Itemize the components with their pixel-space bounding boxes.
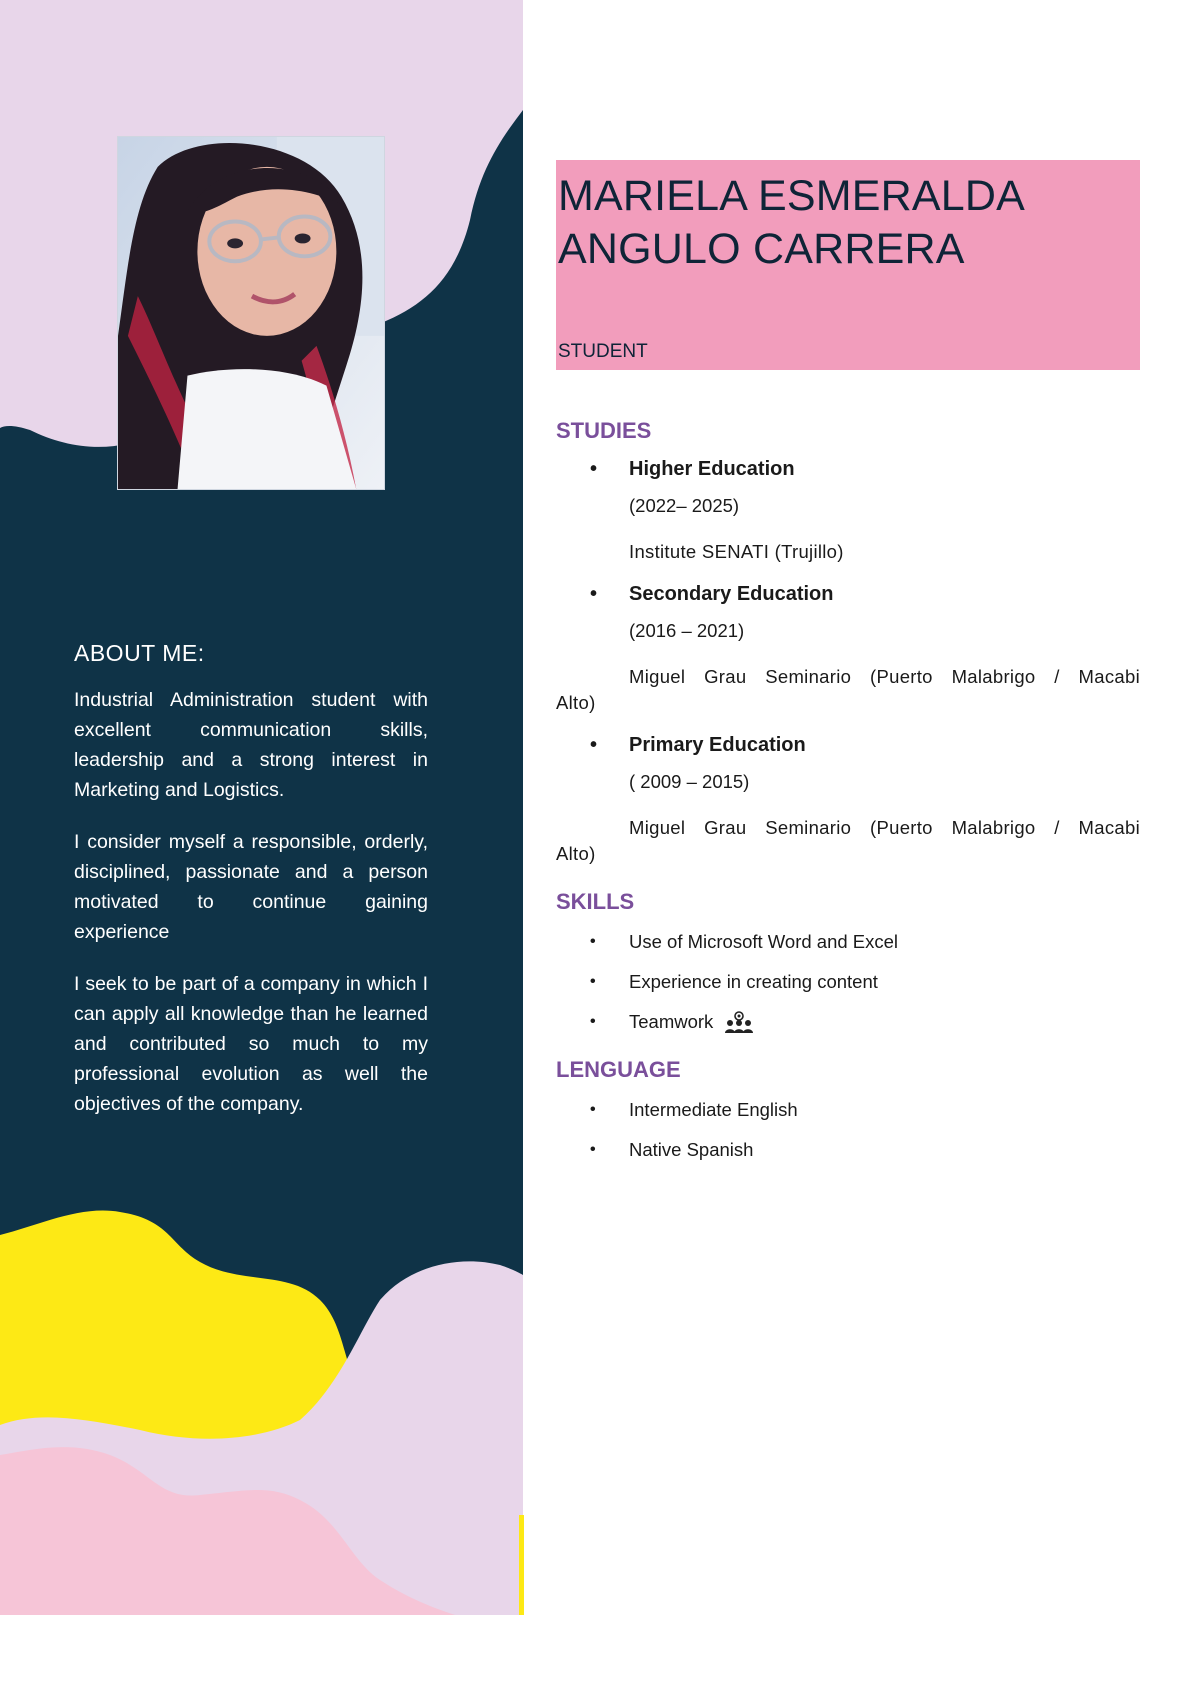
bullet-icon: • bbox=[590, 973, 596, 990]
profile-photo bbox=[117, 136, 385, 490]
skill-text: Experience in creating content bbox=[629, 971, 878, 992]
skills-list bbox=[556, 929, 1140, 1035]
list-item bbox=[556, 969, 1140, 995]
bullet-icon: • bbox=[590, 1013, 596, 1030]
study-level: Higher Education bbox=[629, 458, 795, 480]
study-place: Miguel Grau Seminario (Puerto Malabrigo / Macabi Alto) bbox=[556, 817, 1140, 864]
language-title: LENGUAGE bbox=[556, 1057, 681, 1083]
about-paragraph-2: I consider myself a responsible, orderly, disciplined, passionate and a person motivated to continue gaining experience bbox=[74, 831, 428, 943]
study-level: Secondary Education bbox=[629, 583, 834, 605]
sidebar-edge-strip bbox=[523, 0, 530, 1615]
name-second-line: ANGULO CARRERA bbox=[558, 225, 965, 273]
list-item bbox=[556, 929, 1140, 955]
study-years: ( 2009 – 2015) bbox=[629, 771, 750, 792]
skills-title: SKILLS bbox=[556, 889, 635, 914]
resume-content bbox=[556, 418, 1140, 1185]
study-years: (2022– 2025) bbox=[629, 495, 740, 516]
role-title: STUDENT bbox=[558, 341, 648, 362]
skill-text: Teamwork bbox=[629, 1011, 714, 1032]
studies-title: STUDIES bbox=[556, 418, 652, 443]
bullet-icon: • bbox=[590, 933, 596, 950]
about-paragraph-1: Industrial Administration student with excellent communication skills, leadership and a strong interest in Marketing and Logistics. bbox=[74, 689, 428, 801]
name-header bbox=[556, 160, 1140, 370]
people-group-icon bbox=[724, 1011, 754, 1035]
study-item bbox=[556, 734, 1140, 867]
studies-section bbox=[556, 418, 1140, 867]
language-list bbox=[556, 1097, 1140, 1163]
bullet-icon: • bbox=[590, 1101, 596, 1119]
about-section bbox=[74, 640, 428, 1141]
language-text: Intermediate English bbox=[629, 1099, 798, 1121]
language-section bbox=[556, 1057, 1140, 1163]
name-first-line: MARIELA ESMERALDA bbox=[558, 172, 1025, 220]
about-heading: ABOUT ME: bbox=[74, 640, 205, 666]
list-item bbox=[556, 1009, 1140, 1035]
list-item bbox=[556, 1097, 1140, 1123]
bullet-icon: • bbox=[590, 458, 598, 480]
bottom-yellow-sliver bbox=[519, 1515, 524, 1615]
list-item bbox=[556, 1137, 1140, 1163]
study-years: (2016 – 2021) bbox=[629, 620, 745, 641]
language-text: Native Spanish bbox=[629, 1139, 754, 1161]
bullet-icon: • bbox=[590, 583, 598, 605]
bullet-icon: • bbox=[590, 1141, 596, 1159]
study-level: Primary Education bbox=[629, 734, 806, 756]
skills-section bbox=[556, 889, 1140, 1035]
study-item bbox=[556, 458, 1140, 565]
skill-text: Use of Microsoft Word and Excel bbox=[629, 931, 899, 952]
profile-photo-illustration bbox=[118, 137, 384, 489]
study-item bbox=[556, 583, 1140, 716]
study-place: Miguel Grau Seminario (Puerto Malabrigo / Macabi Alto) bbox=[556, 666, 1140, 713]
bullet-icon: • bbox=[590, 734, 598, 756]
about-paragraph-3: I seek to be part of a company in which I can apply all knowledge than he learned and contributed so much to my professional evolution as well the objectives of the company. bbox=[74, 973, 428, 1115]
study-place: Institute SENATI (Trujillo) bbox=[629, 541, 844, 562]
